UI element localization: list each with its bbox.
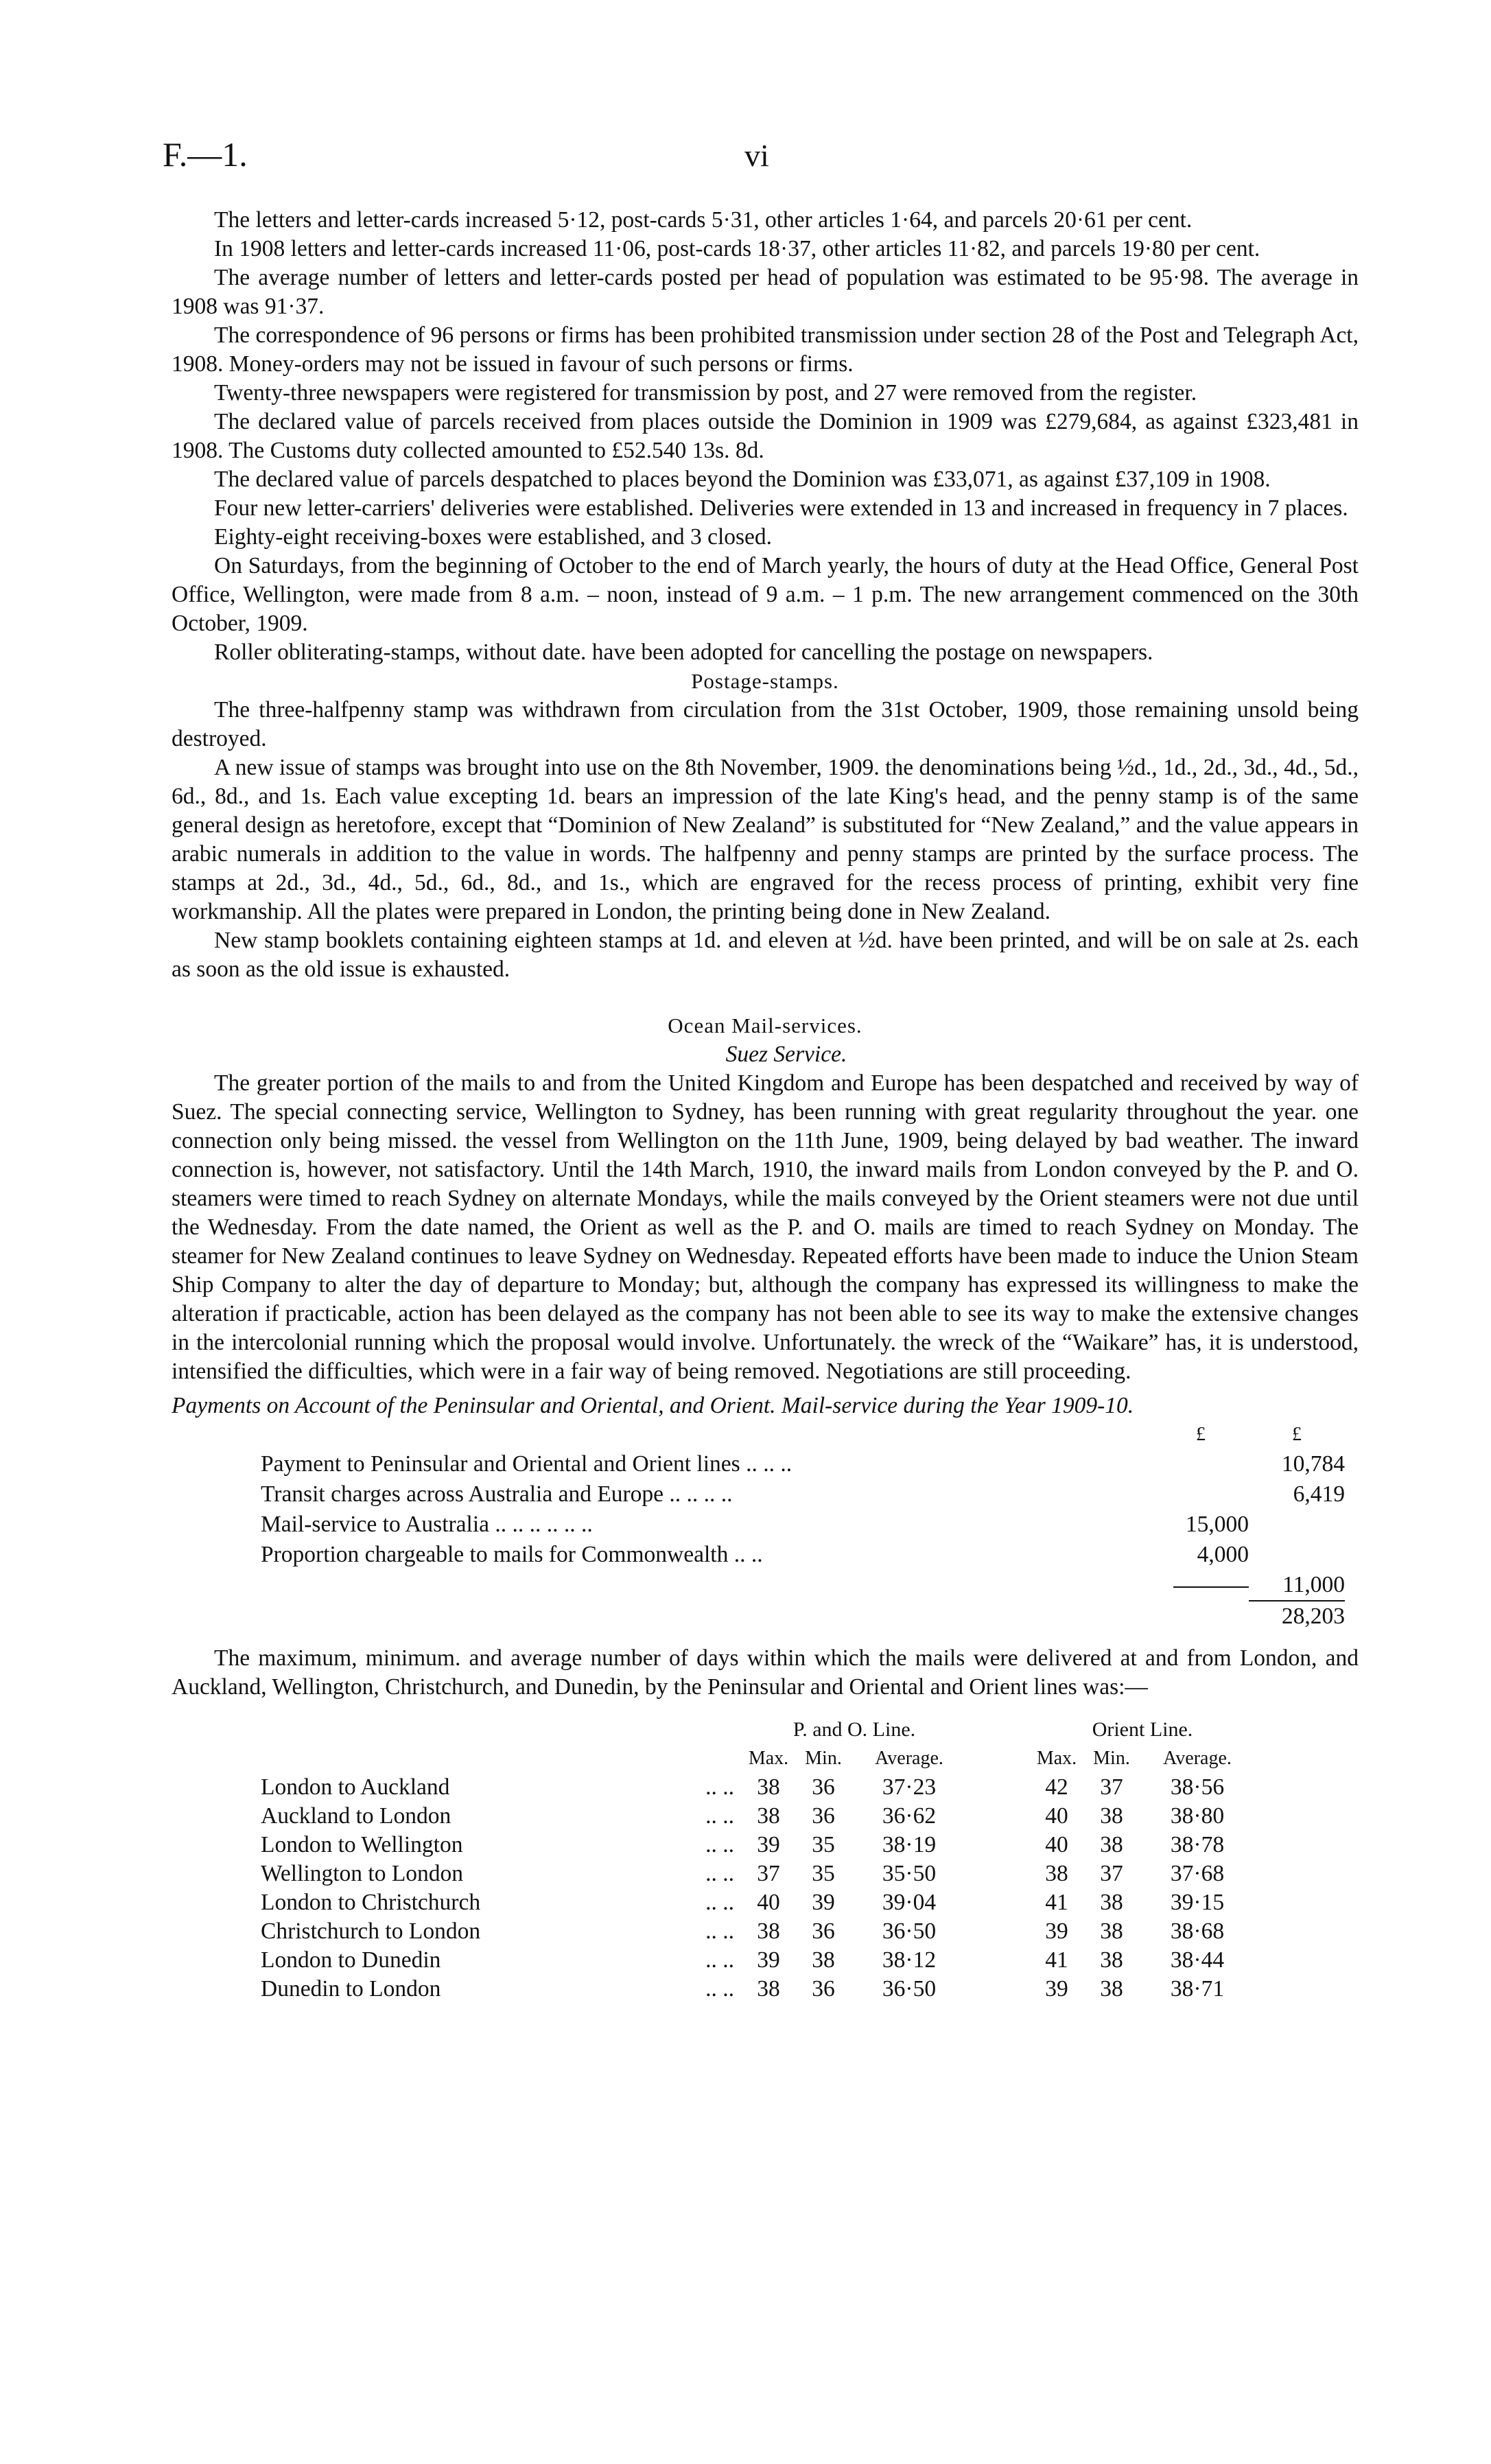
leader-dots: .. .. (705, 1890, 734, 1915)
paragraph: Eighty-eight receiving-boxes were established, and 3 closed. (214, 524, 773, 550)
po-avg-cell: 38·19 (882, 1832, 937, 1857)
route-cell: London to Dunedin .. .. (261, 1946, 741, 1975)
subtotal-rule (1173, 1586, 1249, 1588)
po-min-cell: 36 (812, 1919, 835, 1944)
po-max-cell: 38 (757, 1803, 780, 1829)
orient-max-cell: 40 (1045, 1803, 1068, 1829)
paragraph: Roller obliterating-stamps, without date. have been adopted for cancelling the postage on newspapers. (214, 640, 1153, 665)
leader-dots: .. .. (705, 1832, 734, 1857)
orient-min-cell: 38 (1100, 1919, 1123, 1944)
po-avg-cell: 35·50 (882, 1861, 937, 1886)
orient-avg-cell: 38·80 (1170, 1803, 1225, 1829)
paragraph: A new issue of stamps was brought into use on the 8th November, 1909. the denominations being ½d., 1d., 2d., 3d., 4d., 5d., 6d., 8d., and 1s. Each value excepting 1d. bears an impression of the late King's head, and the penny stamp is of the same general design as heretofore, except that “Dominion of New Zealand” is substituted for “New Zealand,” and the value appears in arabic numerals in addition to the value in words. The halfpenny and penny stamps are printed by the surface process. The stamps at 2d., 3d., 4d., 5d., 6d., 8d., and 1s., which are engraved for the recess process of printing, exhibit very fine workmanship. All the plates were prepared in London, the printing being done in New Zealand. (172, 755, 1359, 924)
route-cell: London to Wellington .. .. (261, 1831, 741, 1859)
orient-min-cell: 37 (1100, 1774, 1123, 1800)
po-avg-cell: 36·62 (882, 1803, 937, 1829)
po-min-cell: 36 (812, 1976, 835, 2002)
orient-avg-cell: 37·68 (1170, 1861, 1225, 1886)
orient-avg-cell: 38·56 (1170, 1774, 1225, 1800)
table-row: Transit charges across Australia and Europe .. .. .. .. 6,419 (261, 1481, 1345, 1507)
total-row (261, 1601, 1345, 1632)
table-row (261, 1859, 1256, 1888)
po-max-cell: 40 (757, 1890, 780, 1915)
paragraph: In 1908 letters and letter-cards increased 11·06, post-cards 18·37, other articles 11·82, and parcels 19·80 per cent. (214, 236, 1260, 261)
orient-max-cell: 40 (1045, 1832, 1068, 1857)
section-heading-ocean: Ocean Mail-services. (668, 1013, 862, 1037)
leader-dots: .. .. (705, 1947, 734, 1973)
orient-avg-cell: 38·44 (1170, 1947, 1225, 1973)
subtotal-row (261, 1570, 1345, 1601)
document-body (172, 206, 1359, 2004)
paragraph: New stamp booklets containing eighteen stamps at 1d. and eleven at ½d. have been printed, and will be on sale at 2s. each as soon as the old issue is exhausted. (172, 928, 1359, 982)
orient-min-cell: 38 (1100, 1832, 1123, 1857)
paragraph: Four new letter-carriers' deliveries were established. Deliveries were extended in 13 and increased in frequency in 7 places. (214, 495, 1348, 521)
po-min-cell: 35 (812, 1861, 835, 1886)
table-row (261, 1975, 1256, 2004)
leader-dots: .. .. (705, 1774, 734, 1800)
paragraph: The declared value of parcels received from places outside the Dominion in 1909 was £279,684, as against £323,481 in 1908. The Customs duty collected amounted to £52.540 13s. 8d. (172, 409, 1359, 463)
orient-avg-cell: 38·68 (1170, 1919, 1225, 1944)
po-max-cell: 39 (757, 1947, 780, 1973)
po-avg-cell: 36·50 (882, 1919, 937, 1944)
table-row: Payment to Peninsular and Oriental and Orient lines .. .. .. 10,784 (261, 1451, 1345, 1477)
po-avg-cell: 36·50 (882, 1976, 937, 2002)
route-cell: London to Auckland .. .. (261, 1773, 741, 1802)
orient-avg-cell: 38·78 (1170, 1832, 1225, 1857)
po-min-cell: 36 (812, 1774, 835, 1800)
orient-max-cell: 41 (1045, 1890, 1068, 1915)
orient-avg-cell: 38·71 (1170, 1976, 1225, 2002)
po-avg-cell: 37·23 (882, 1774, 937, 1800)
orient-max-cell: 41 (1045, 1947, 1068, 1973)
paragraph: The average number of letters and letter-cards posted per head of population was estimated to be 95·98. The average in 1908 was 91·37. (172, 265, 1359, 319)
orient-min-cell: 37 (1100, 1861, 1123, 1886)
orient-max-cell: 39 (1045, 1919, 1068, 1944)
mail-times-table: P. and O. Line. Orient Line. Max. Min. Average. Max. Min. Average. London to Auckland .. .. 38 36 37·23 42 37 38·56 Auckland to London .. .. 38 36 36·62 40 38 38·80 London to Wellington .. .. 39 35 38·19 40 38 38·78 Wellington to London .. .. 37 35 35·50 38 37 37·68 London to Christchurch .. .. 40 39 39·04 41 38 39·15 Christchurch to London .. .. 38 36 36·50 39 38 38·68 London to Dunedin .. .. 39 38 38·12 41 38 38·44 Dunedin to London .. .. 38 36 36·50 39 38 38·71 (261, 1715, 1256, 2004)
orient-min-cell: 38 (1100, 1890, 1123, 1915)
table-row (261, 1917, 1256, 1946)
po-min-cell: 38 (812, 1947, 835, 1973)
paragraph: The declared value of parcels despatched to places beyond the Dominion was £33,071, as against £37,109 in 1908. (214, 467, 1271, 492)
route-cell: Dunedin to London .. .. (261, 1975, 741, 2004)
total-value: 28,203 (1249, 1601, 1345, 1632)
po-min-cell: 35 (812, 1832, 835, 1857)
paragraph: Twenty-three newspapers were registered for transmission by post, and 27 were removed from the register. (214, 380, 1197, 406)
table-row (261, 1888, 1256, 1917)
unit-label: £ (1292, 1424, 1302, 1445)
paragraph: On Saturdays, from the beginning of October to the end of March yearly, the hours of duty at the Head Office, General Post Office, Wellington, were made from 8 a.m. – noon, instead of 9 a.m. – 1 p.m. The new arrangement commenced on the 30th October, 1909. (172, 553, 1359, 636)
po-max-cell: 38 (757, 1976, 780, 2002)
leader-dots: .. .. (705, 1976, 734, 2002)
orient-min-cell: 38 (1100, 1803, 1123, 1829)
group-header-po: P. and O. Line. (793, 1718, 916, 1741)
route-cell: Auckland to London .. .. (261, 1802, 741, 1831)
paragraph: The three-halfpenny stamp was withdrawn from circulation from the 31st October, 1909, those remaining unsold being destroyed. (172, 697, 1359, 751)
orient-avg-cell: 39·15 (1170, 1890, 1225, 1915)
paragraph: The correspondence of 96 persons or firms has been prohibited transmission under section 28 of the Post and Telegraph Act, 1908. Money-orders may not be issued in favour of such persons or firms. (172, 322, 1359, 377)
group-header-orient: Orient Line. (1092, 1718, 1193, 1741)
table-row (261, 1773, 1256, 1802)
page-number: vi (744, 138, 769, 173)
table-row (261, 1802, 1256, 1831)
po-avg-cell: 38·12 (882, 1947, 937, 1973)
po-max-cell: 38 (757, 1774, 780, 1800)
po-max-cell: 39 (757, 1832, 780, 1857)
leader-dots: .. .. (705, 1919, 734, 1944)
route-cell: London to Christchurch .. .. (261, 1888, 741, 1917)
table-row (261, 1946, 1256, 1975)
orient-max-cell: 42 (1045, 1774, 1068, 1800)
table-caption-payments: Payments on Account of the Peninsular and Oriental, and Orient. Mail-service during the Year 1909-10. (172, 1393, 1134, 1418)
po-min-cell: 39 (812, 1890, 835, 1915)
route-cell: Wellington to London .. .. (261, 1859, 741, 1888)
orient-min-cell: 38 (1100, 1947, 1123, 1973)
orient-min-cell: 38 (1100, 1976, 1123, 2002)
section-heading-postage: Postage-stamps. (691, 669, 839, 693)
paragraph: The maximum, minimum. and average number of days within which the mails were delivered at and from London, and Auckland, Wellington, Christchurch, and Dunedin, by the Peninsular and Oriental and Orient lines was:— (172, 1645, 1359, 1700)
unit-label: £ (1196, 1424, 1206, 1445)
paragraph: The letters and letter-cards increased 5·12, post-cards 5·31, other articles 1·64, and parcels 20·61 per cent. (214, 207, 1193, 233)
payments-table (261, 1420, 1345, 1632)
leader-dots: .. .. (705, 1803, 734, 1829)
subheading-suez: Suez Service. (725, 1042, 847, 1067)
orient-max-cell: 38 (1045, 1861, 1068, 1886)
page-code: F.—1. (163, 135, 248, 174)
po-max-cell: 38 (757, 1919, 780, 1944)
orient-max-cell: 39 (1045, 1976, 1068, 2002)
po-max-cell: 37 (757, 1861, 780, 1886)
table-row: Mail-service to Australia .. .. .. .. .. .. 15,000 (261, 1512, 1249, 1537)
table-row: Proportion chargeable to mails for Commonwealth .. .. 4,000 (261, 1542, 1249, 1567)
table-row (261, 1831, 1256, 1859)
leader-dots: .. .. (705, 1861, 734, 1886)
paragraph: The greater portion of the mails to and from the United Kingdom and Europe has been despatched and received by way of Suez. The special connecting service, Wellington to Sydney, has been running with great regularity throughout the year. one connection only being missed. the vessel from Wellington on the 11th June, 1909, being delayed by bad weather. The inward connection is, however, not satisfactory. Until the 14th March, 1910, the inward mails from London conveyed by the P. and O. steamers were timed to reach Sydney on alternate Mondays, while the mails conveyed by the Orient steamers were not due until the Wednesday. From the date named, the Orient as well as the P. and O. mails are timed to reach Sydney on Monday. The steamer for New Zealand continues to leave Sydney on Wednesday. Repeated efforts have been made to induce the Union Steam Ship Company to alter the day of departure to Monday; but, although the company has expressed its willingness to make the alteration if practicable, action has been delayed as the company has not been able to see its way to make the extensive changes in the intercolonial running which the proposal would involve. Unfortunately. the wreck of the “Waikare” has, it is understood, intensified the difficulties, which were in a fair way of being removed. Negotiations are still proceeding. (172, 1070, 1359, 1384)
subtotal-value: 11,000 (1282, 1572, 1345, 1597)
po-avg-cell: 39·04 (882, 1890, 937, 1915)
po-min-cell: 36 (812, 1803, 835, 1829)
route-cell: Christchurch to London .. .. (261, 1917, 741, 1946)
